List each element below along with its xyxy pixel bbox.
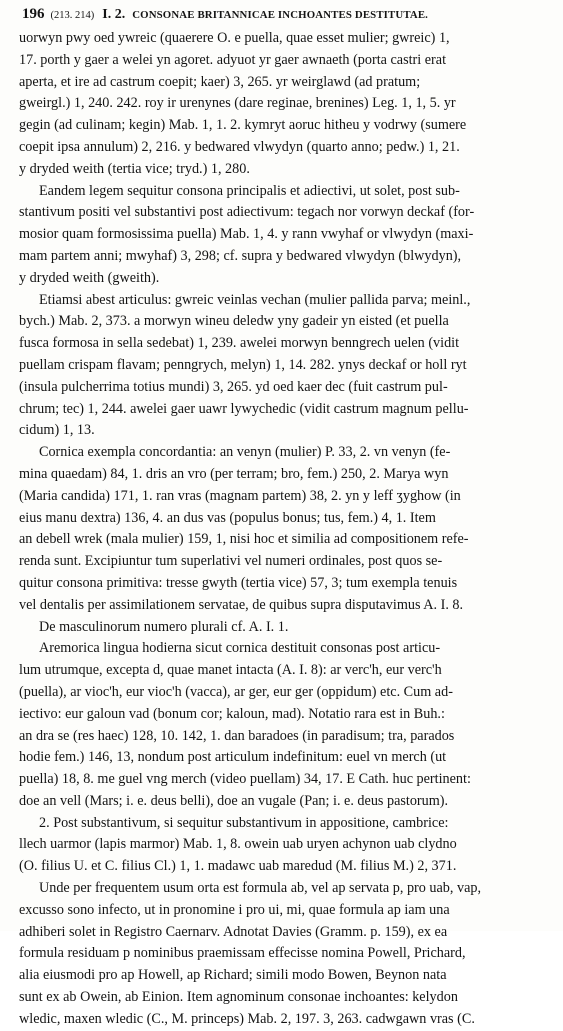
- text-line: Etiamsi abest articulus: gwreic veinlas vechan (mulier pallida parva; meinl.,: [39, 291, 471, 308]
- text-line: gegin (ad culinam; kegin) Mab. 1, 1. 2. kymryt aoruc hitheu y vodrwy (sumere: [19, 117, 467, 134]
- text-line: mosior quam formosissima puella) Mab. 1, 4. y rann vwyhaf or vlwydyn (maxi-: [19, 226, 474, 243]
- text-line: Cornica exempla concordantia: an venyn (mulier) P. 33, 2. vn venyn (fe-: [39, 444, 451, 461]
- text-line: sunt ex ab Owein, ab Einion. Item agnominum consonae inchoantes: kelydon: [19, 989, 458, 1006]
- text-line: an dra se (res haec) 128, 10. 142, 1. dan baradoes (in paradisum; tra, parados: [19, 727, 455, 744]
- text-line: renda sunt. Excipiuntur tum superlativi vel numeri ordinales, post quos se-: [19, 553, 443, 570]
- text-line: mina quaedam) 84, 1. dris an vro (per terram; bro, fem.) 250, 2. Marya wyn: [19, 465, 449, 482]
- text-line: y dryded weith (tertia vice; tryd.) 1, 280.: [19, 160, 250, 177]
- running-header: [22, 6, 550, 28]
- running-title: CONSONAE BRITANNICAE INCHOANTES DESTITUTAE.: [132, 9, 429, 21]
- text-line: stantivum positi vel substantivi post adiectivum: tegach nor vorwyn deckaf (for-: [19, 204, 475, 221]
- text-line: adhiberi solet in Registro Caernarv. Adnotat Davies (Gramm. p. 159), ex ea: [19, 923, 448, 940]
- text-line: chrum; tec) 1, 244. awelei gaer uawr lywychedic (vidit castrum magnum pellu-: [19, 400, 469, 417]
- body-text: [19, 28, 551, 1027]
- text-line: wledic, maxen wledic (C., M. princeps) Mab. 2, 197. 3, 263. cadwgawn vras (C.: [19, 1010, 475, 1027]
- text-line: puella) 18, 8. me guel vng merch (video puellam) 34, 17. E Cath. huc pertinent:: [19, 771, 471, 788]
- text-line: De masculinorum numero plurali cf. A. I. 1.: [39, 618, 289, 635]
- text-line: Eandem legem sequitur consona principalis et adiectivi, ut solet, post sub-: [39, 182, 460, 199]
- text-line: formula residuam p nominibus praemissam effecisse nomina Powell, Prichard,: [19, 945, 466, 962]
- text-line: llech uarmor (lapis marmor) Mab. 1, 8. owein uab uryen achynon uab clydno: [19, 836, 457, 853]
- text-line: y dryded weith (gweith).: [19, 269, 160, 286]
- text-line: uorwyn pwy oed ywreic (quaerere O. e puella, quae esset mulier; gwreic) 1,: [19, 30, 450, 46]
- text-line: doe an vell (Mars; i. e. deus belli), doe an vugale (Pan; i. e. deus pastorum).: [19, 792, 449, 809]
- text-line: hodie fem.) 146, 13, nondum post articulum indefinitum: euel vn merch (ut: [19, 749, 447, 766]
- text-line: bych.) Mab. 2, 373. a morwyn wineu deledw yny gadeir yn eisted (et puella: [19, 313, 449, 330]
- page-number: 196: [22, 6, 45, 22]
- text-line: excusso sono infecto, ut in pronomine i pro ui, mi, quae formula ap iam una: [19, 901, 450, 918]
- text-line: gweirgl.) 1, 240. 242. roy ir urenynes (dare reginae, brenines) Leg. 1, 1, 5. yr: [19, 95, 456, 112]
- text-line: mam partem anni; mwyhaf) 3, 298; cf. supra y bedwared vlwydyn (blwydyn),: [19, 247, 462, 264]
- text-line: quitur consona primitiva: tresse gwyth (tertia vice) 57, 3; tum exempla tenuis: [19, 574, 458, 591]
- text-line: vel dentalis per assimilationem servatae, de quibus supra disputavimus A. I. 8.: [19, 596, 464, 613]
- page-reference: (213. 214): [50, 10, 95, 21]
- text-line: puellam crispam flavam; penngrych, melyn) 1, 14. 282. ynys deckaf or holl ryt: [19, 356, 467, 373]
- text-line: lum utrumque, excepta d, quae manet intacta (A. I. 8): ar verc'h, eur verc'h: [19, 662, 442, 679]
- text-line: fusca formosa in sella sedebat) 1, 239. awelei morwyn benngrech uelen (vidit: [19, 335, 460, 352]
- section-number: I. 2.: [102, 7, 126, 22]
- text-line: 17. porth y gaer a welei yn agoret. adyuot yr gaer awnaeth (porta castri erat: [19, 51, 447, 68]
- text-line: (insula pulcherrima totius mundi) 3, 265. yd oed kaer dec (fuit castrum pul-: [19, 378, 448, 395]
- text-line: Aremorica lingua hodierna sicut cornica destituit consonas post articu-: [39, 640, 441, 657]
- text-line: 2. Post substantivum, si sequitur substantivum in appositione, cambrice:: [39, 814, 449, 831]
- text-line: eius manu dextra) 136, 4. an dus vas (populus bonus; tus, fem.) 4, 1. Item: [19, 509, 436, 526]
- text-line: cidum) 1, 13.: [19, 422, 95, 439]
- text-line: (Maria candida) 171, 1. ran vras (magnam partem) 38, 2. yn y leff ʒyghow (in: [19, 487, 461, 504]
- text-line: (puella), ar vioc'h, eur vioc'h (vacca), ar ger, eur ger (oppidum) etc. Cum ad-: [19, 683, 453, 700]
- text-line: an debell wrek (mala mulier) 159, 1, nisi hoc et similia ad compositionem refe-: [19, 531, 469, 548]
- text-line: aperta, et ire ad castrum coepit; kaer) 3, 265. yr weirglawd (ad pratum;: [19, 73, 421, 90]
- text-line: alia eiusmodi pro ap Howell, ap Richard; simili modo Bowen, Beynon nata: [19, 967, 447, 984]
- text-line: coepit ipsa annulum) 2, 216. y bedwared vlwydyn (quarto anno; pedw.) 1, 21.: [19, 138, 460, 155]
- text-line: iectivo: eur galoun vad (bonum cor; kaloun, mad). Notatio rara est in Buh.:: [19, 705, 445, 722]
- text-line: Unde per frequentem usum orta est formula ab, vel ap servata p, pro uab, vap,: [39, 880, 482, 897]
- text-line: (O. filius U. et C. filius Cl.) 1, 1. madawc uab maredud (M. filius M.) 2, 371.: [19, 858, 457, 875]
